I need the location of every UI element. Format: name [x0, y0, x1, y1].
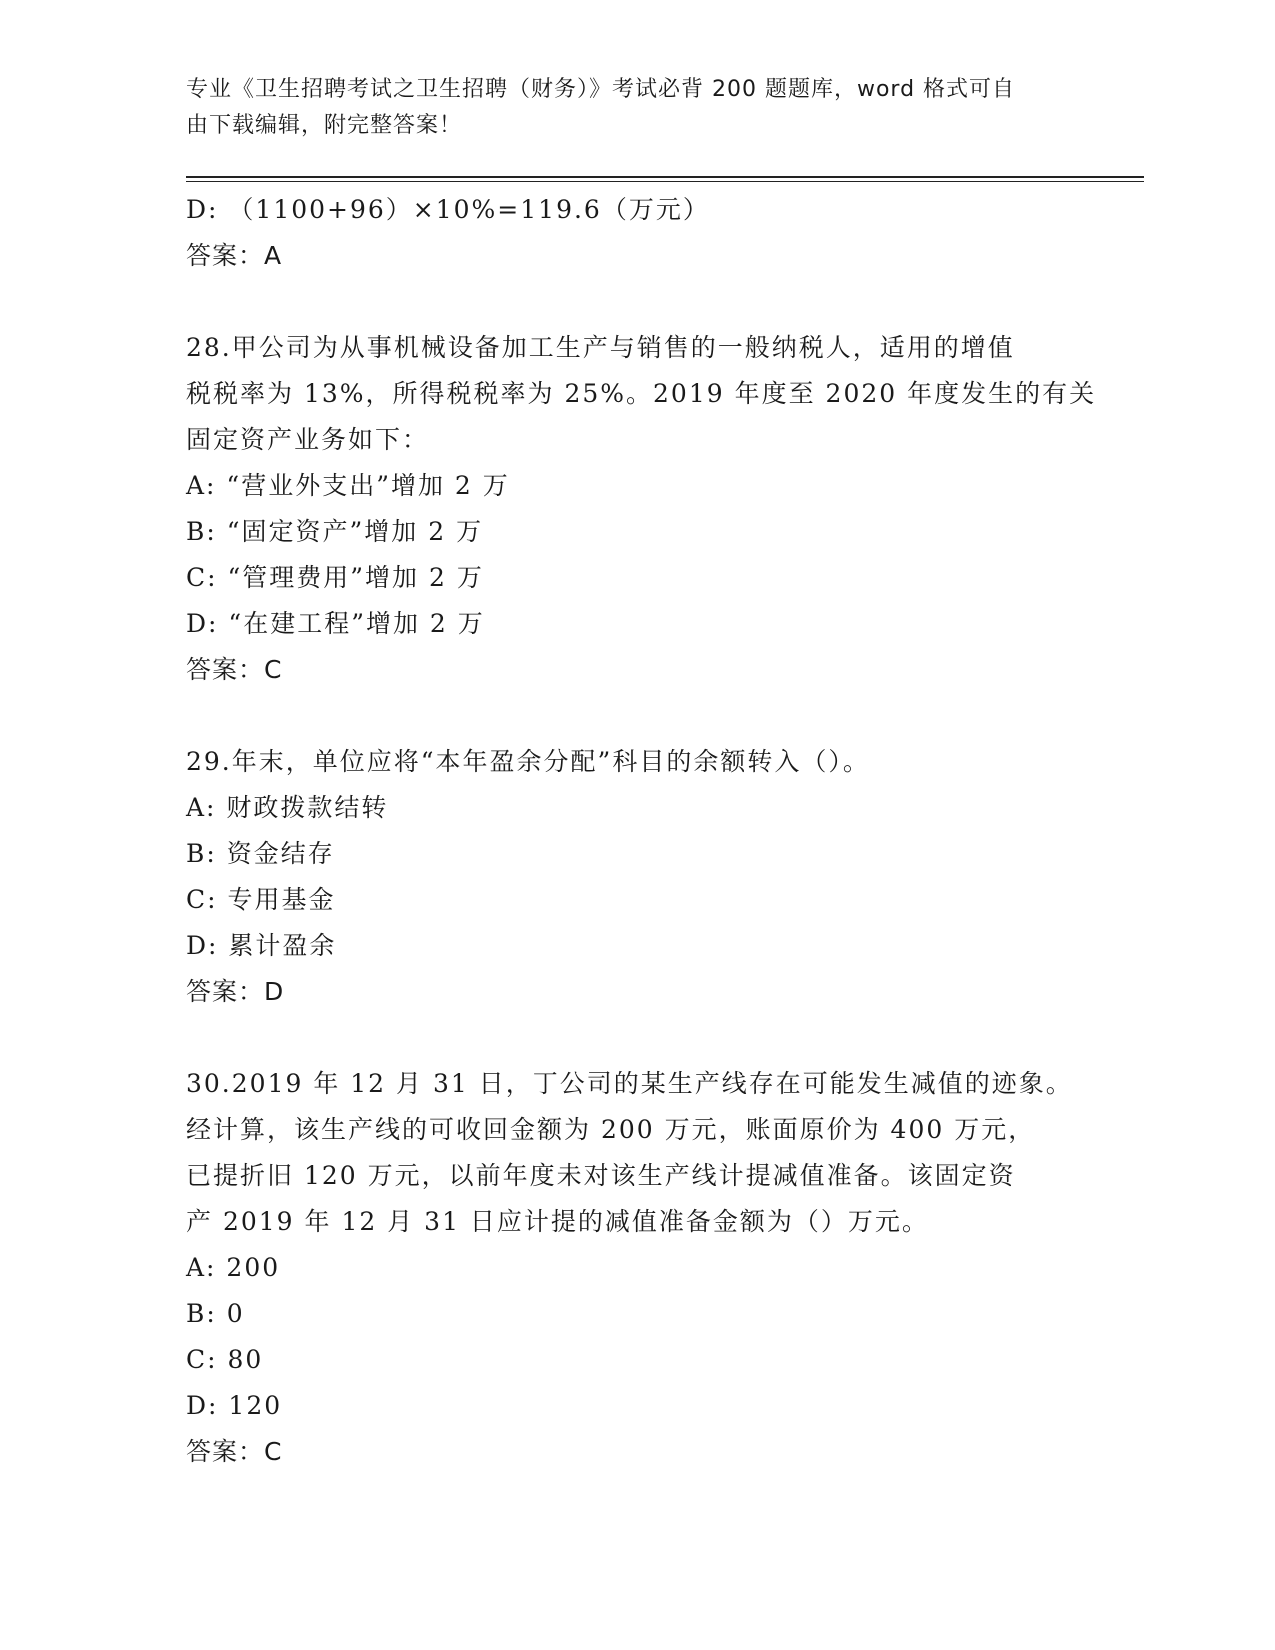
option-b: B: 资金结存 [186, 839, 335, 868]
option-a: A: 200 [186, 1253, 281, 1282]
question-stem-line: 30.2019 年 12 月 31 日，丁公司的某生产线存在可能发生减值的迹象。 [186, 1069, 1073, 1098]
header-line-2: 由下载编辑，附完整答案！ [186, 113, 463, 138]
option-c: C: 80 [186, 1345, 264, 1374]
option-b: B: 0 [186, 1299, 245, 1328]
question-30 [186, 1061, 1086, 1475]
option-c: C: “管理费用”增加 2 万 [186, 563, 484, 592]
answer: 答案：A [186, 241, 283, 270]
question-stem-line: 28.甲公司为从事机械设备加工生产与销售的一般纳税人，适用的增值 [186, 333, 1015, 362]
header-line-1: 专业《卫生招聘考试之卫生招聘（财务）》考试必背 200 题题库，word 格式可自 [186, 77, 1016, 102]
question-stem-line: 产 2019 年 12 月 31 日应计提的减值准备金额为（）万元。 [186, 1207, 929, 1236]
header-rule-thin [186, 181, 1144, 182]
previous-question-tail [186, 187, 1086, 279]
option-a: A: 财政拨款结转 [186, 793, 389, 822]
answer: 答案：C [186, 1437, 283, 1466]
option-d: D: 累计盈余 [186, 931, 337, 960]
question-stem-line: 已提折旧 120 万元，以前年度未对该生产线计提减值准备。该固定资 [186, 1161, 1016, 1190]
option-c: C: 专用基金 [186, 885, 336, 914]
question-29 [186, 739, 1086, 1015]
option-d: D: “在建工程”增加 2 万 [186, 609, 485, 638]
answer: 答案：C [186, 655, 283, 684]
question-stem-line: 29.年末，单位应将“本年盈余分配”科目的余额转入（）。 [186, 747, 870, 776]
page-header [186, 72, 1066, 144]
option-d: D: （1100+96）×10%=119.6（万元） [186, 195, 710, 224]
question-stem-line: 经计算，该生产线的可收回金额为 200 万元，账面原价为 400 万元， [186, 1115, 1036, 1144]
answer: 答案：D [186, 977, 285, 1006]
question-28 [186, 325, 1097, 693]
document-body [186, 187, 1097, 1475]
header-rule-thick [186, 176, 1144, 178]
option-b: B: “固定资产”增加 2 万 [186, 517, 484, 546]
question-stem-line: 税税率为 13%，所得税税率为 25%。2019 年度至 2020 年度发生的有关 [186, 379, 1097, 408]
option-a: A: “营业外支出”增加 2 万 [186, 471, 510, 500]
question-stem-line: 固定资产业务如下： [186, 425, 430, 454]
option-d: D: 120 [186, 1391, 283, 1420]
